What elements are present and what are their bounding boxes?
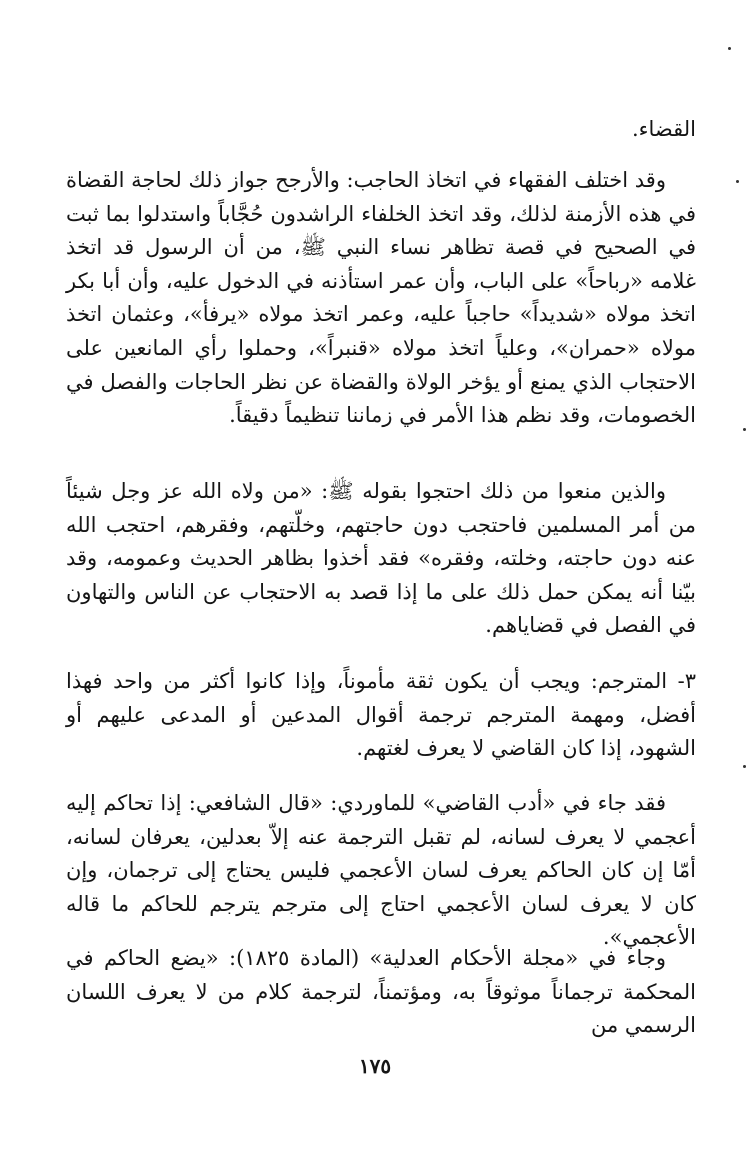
scan-speck (736, 180, 739, 183)
body-text (66, 787, 696, 955)
scan-speck (743, 428, 746, 431)
scan-speck (728, 47, 731, 50)
body-text (66, 164, 696, 433)
paragraph-majalla: وجاء في «مجلة الأحكام العدلية» (المادة ١٨٢٥): «يضع الحاكم في المحكمة ترجماناً موثوقاً به، ومؤتمناً، لترجمة كلام من لا يعرف اللسان الرسمي من (66, 946, 696, 1038)
paragraph-mawardi: فقد جاء في «أدب القاضي» للماوردي: «قال الشافعي: إذا تحاكم إليه أعجمي لا يعرف لسانه، لم تقبل الترجمة عنه إلاّ بعدلين، يعرفان لسانه، أمّا إن كان الحاكم يعرف لسان الأعجمي فليس يحتاج إلى ترجمان، وإن كان لا يعرف لسان الأعجمي احتاج إلى مترجم يترجم للحاكم ما قاله الأعجمي». (66, 791, 696, 950)
page-number: ١٧٥ (358, 1054, 392, 1078)
body-text (66, 475, 696, 643)
body-text (66, 942, 696, 1043)
paragraph-hadith: والذين منعوا من ذلك احتجوا بقوله ﷺ: «من ولاه الله عز وجل شيئاً من أمر المسلمين فاحتجب دون حاجتهم، وخلّتهم، وفقرهم، احتجب الله عنه دون حاجته، وخلته، وفقره» فقد أخذوا بظاهر الحديث وعمومه، وقد بيّنا أنه يمكن حمل ذلك على ما إذا قصد به الاحتجاب عن الناس والتهاون في الفصل في قضاياهم. (66, 479, 696, 638)
body-text (66, 113, 696, 147)
paragraph-translator: ٣- المترجم: ويجب أن يكون ثقة مأموناً، وإذا كانوا أكثر من واحد فهذا أفضل، ومهمة المترجم ترجمة أقوال المدعين أو المدعى عليهم أو الشهود، إذا كان القاضي لا يعرف لغتهم. (66, 669, 696, 761)
paragraph-hajib: وقد اختلف الفقهاء في اتخاذ الحاجب: والأرجح جواز ذلك لحاجة القضاة في هذه الأزمنة لذلك، وقد اتخذ الخلفاء الراشدون حُجَّاباً واستدلوا بما ثبت في الصحيح في قصة تظاهر نساء النبي ﷺ، من أن الرسول قد اتخذ غلامه «رباحاً» على الباب، وأن عمر استأذنه في الدخول عليه، وأن أبا بكر اتخذ مولاه «شديداً» حاجباً عليه، وعمر اتخذ مولاه «يرفأ»، وعثمان اتخذ مولاه «حمران»، وعلياً اتخذ مولاه «قنبراً»، وحملوا رأي المانعين على الاحتجاب الذي يمنع أو يؤخر الولاة والقضاة عن نظر الحاجات والفصل في الخصومات، وقد نظم هذا الأمر في زماننا تنظيماً دقيقاً. (66, 168, 696, 428)
paragraph-continuation: القضاء. (631, 117, 696, 141)
body-text (66, 665, 696, 766)
scan-speck (743, 765, 746, 768)
